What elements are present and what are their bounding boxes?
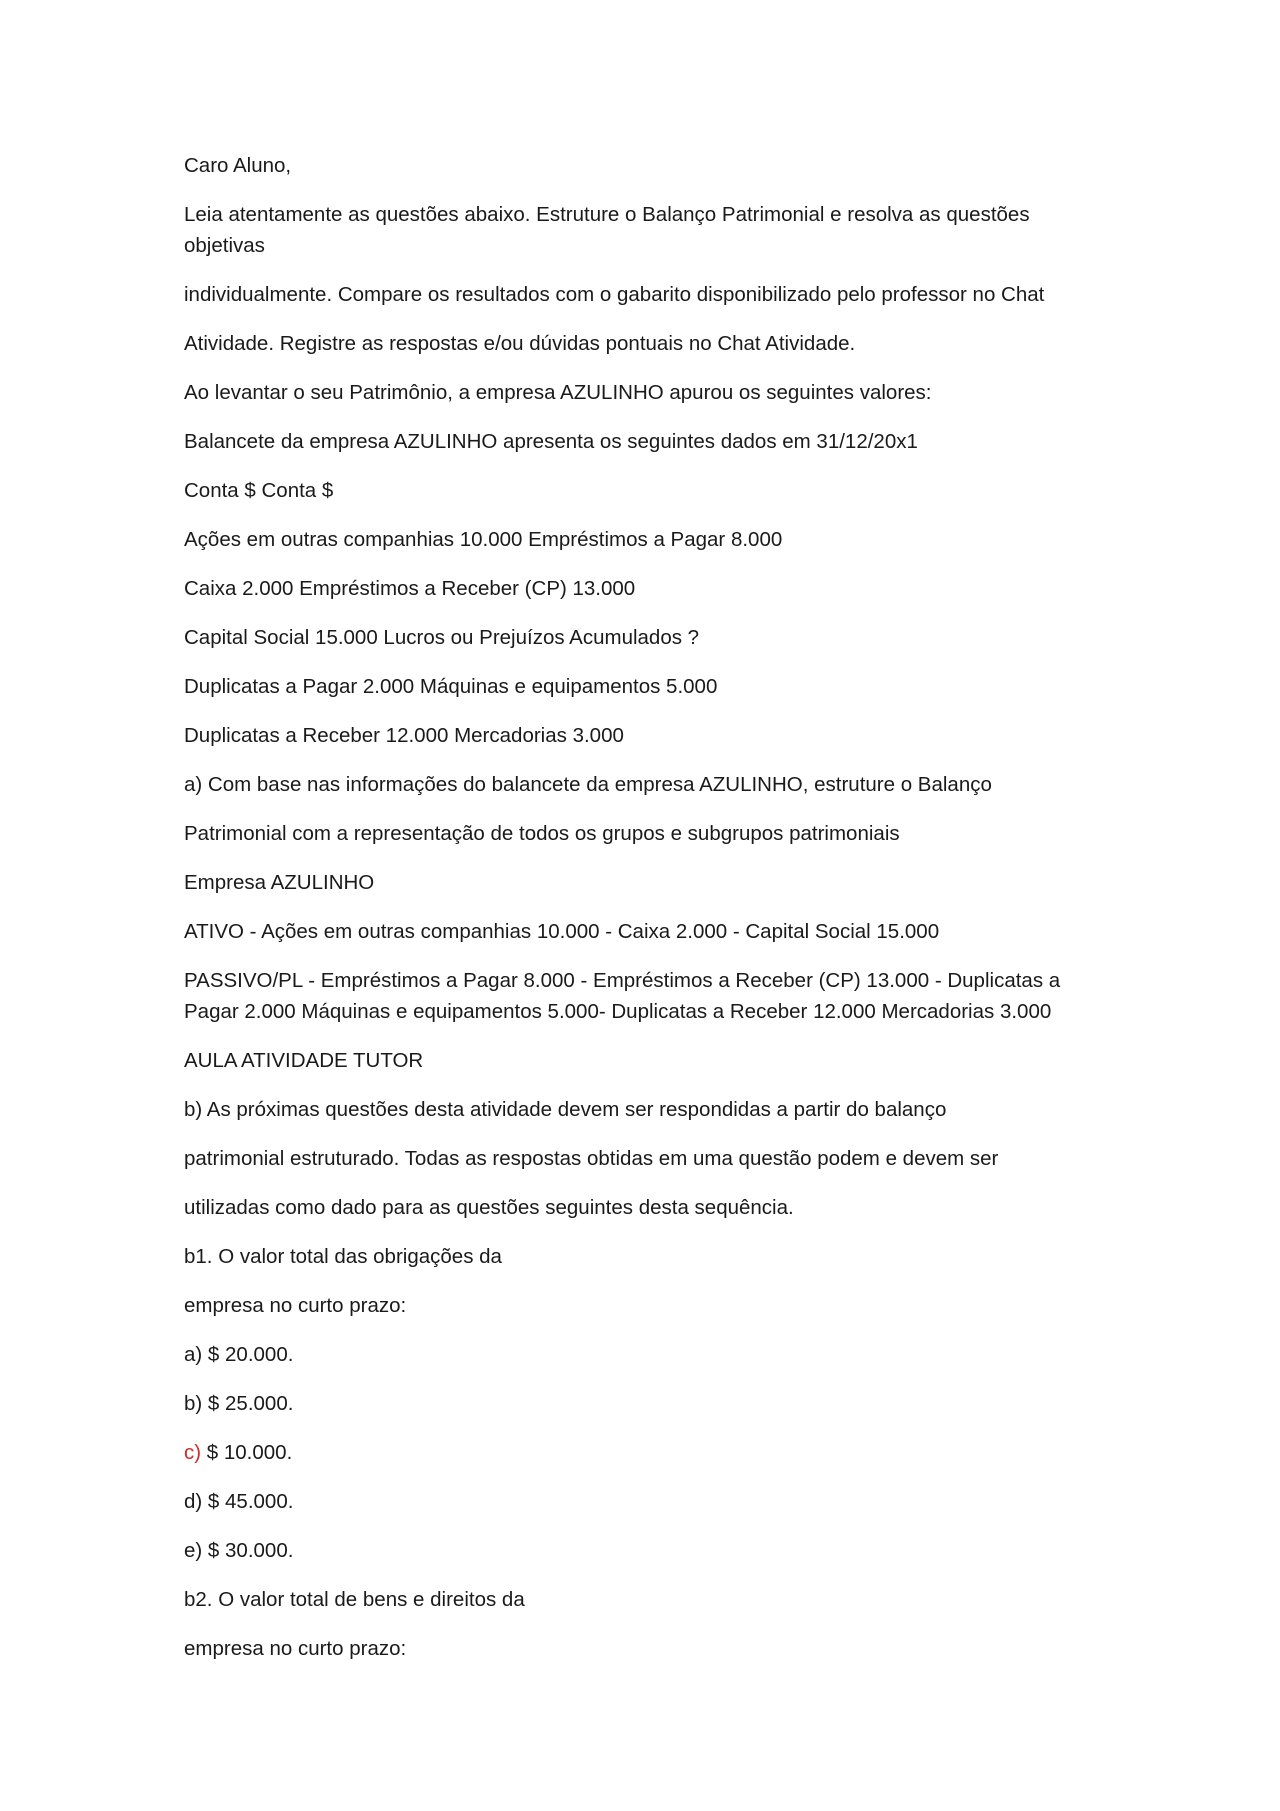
option-c-value: $ 10.000.: [201, 1441, 293, 1464]
balancete-row: Ações em outras companhias 10.000 Empréstimos a Pagar 8.000: [184, 528, 783, 551]
question-b2-line-2: empresa no curto prazo:: [184, 1637, 407, 1660]
question-b1-line-1: b1. O valor total das obrigações da: [184, 1245, 502, 1268]
passivo-line: PASSIVO/PL - Empréstimos a Pagar 8.000 - Empréstimos a Receber (CP) 13.000 - Duplicatas a Pagar 2.000 Máquinas e equipamentos 5.000- Duplicatas a Receber 12.000 Mercadorias 3.000: [184, 969, 1061, 1023]
question-a-line-1: a) Com base nas informações do balancete da empresa AZULINHO, estruture o Balanço: [184, 773, 992, 796]
ativo-line: ATIVO - Ações em outras companhias 10.000 - Caixa 2.000 - Capital Social 15.000: [184, 920, 940, 943]
option-b: b) $ 25.000.: [184, 1392, 294, 1415]
balancete-row: Duplicatas a Pagar 2.000 Máquinas e equipamentos 5.000: [184, 675, 718, 698]
option-d: d) $ 45.000.: [184, 1490, 294, 1513]
intro-paragraph-1: Leia atentamente as questões abaixo. Estruture o Balanço Patrimonial e resolva as questões objetivas: [184, 203, 1030, 257]
option-a: a) $ 20.000.: [184, 1343, 294, 1366]
balancete-row: Capital Social 15.000 Lucros ou Prejuízos Acumulados ?: [184, 626, 700, 649]
option-e: e) $ 30.000.: [184, 1539, 294, 1562]
intro-paragraph-3: Atividade. Registre as respostas e/ou dúvidas pontuais no Chat Atividade.: [184, 332, 856, 355]
question-b2-line-1: b2. O valor total de bens e direitos da: [184, 1588, 525, 1611]
context-paragraph-2: Balancete da empresa AZULINHO apresenta os seguintes dados em 31/12/20x1: [184, 430, 918, 453]
question-b-line-3: utilizadas como dado para as questões seguintes desta sequência.: [184, 1196, 794, 1219]
intro-paragraph-2: individualmente. Compare os resultados com o gabarito disponibilizado pelo professor no Chat: [184, 283, 1045, 306]
company-name: Empresa AZULINHO: [184, 871, 375, 894]
option-c: [184, 1437, 1104, 1468]
balancete-row: Caixa 2.000 Empréstimos a Receber (CP) 13.000: [184, 577, 636, 600]
context-paragraph-1: Ao levantar o seu Patrimônio, a empresa AZULINHO apurou os seguintes valores:: [184, 381, 932, 404]
greeting: Caro Aluno,: [184, 154, 292, 177]
document-body: [184, 150, 1104, 1682]
question-b-line-1: b) As próximas questões desta atividade devem ser respondidas a partir do balanço: [184, 1098, 947, 1121]
option-c-marker: c): [184, 1441, 202, 1464]
question-b-line-2: patrimonial estruturado. Todas as respostas obtidas em uma questão podem e devem ser: [184, 1147, 999, 1170]
aula-heading: AULA ATIVIDADE TUTOR: [184, 1049, 424, 1072]
balancete-row: Duplicatas a Receber 12.000 Mercadorias 3.000: [184, 724, 624, 747]
question-a-line-2: Patrimonial com a representação de todos os grupos e subgrupos patrimoniais: [184, 822, 900, 845]
balancete-header: Conta $ Conta $: [184, 479, 334, 502]
question-b1-line-2: empresa no curto prazo:: [184, 1294, 407, 1317]
